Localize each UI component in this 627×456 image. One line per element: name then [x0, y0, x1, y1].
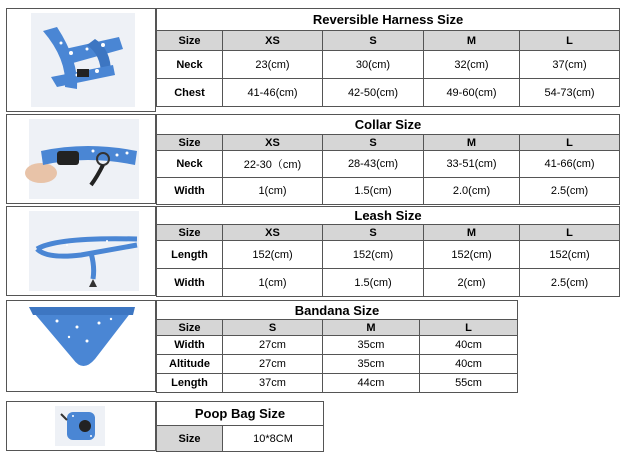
leash-photo — [6, 206, 156, 296]
table-cell: 42-50(cm) — [323, 79, 424, 107]
header-cell: S — [323, 31, 424, 51]
table-cell: 10*8CM — [223, 426, 324, 452]
poop-bag-title: Poop Bag Size — [157, 402, 324, 426]
table-cell: 28-43(cm) — [323, 151, 424, 178]
header-cell: S — [223, 320, 323, 336]
header-cell: Size — [157, 135, 223, 151]
header-cell: M — [424, 135, 520, 151]
table-cell: 27cm — [223, 355, 323, 374]
header-cell: Size — [157, 31, 223, 51]
leash-size-table — [156, 206, 620, 297]
table-cell: 32(cm) — [424, 51, 520, 79]
table-cell: 22-30（cm) — [223, 151, 323, 178]
collar-title: Collar Size — [157, 115, 620, 135]
bandana-size-table — [156, 300, 518, 393]
table-cell: 41-66(cm) — [520, 151, 620, 178]
collar-size-table — [156, 114, 620, 205]
table-cell: 1.5(cm) — [323, 269, 424, 297]
harness-title: Reversible Harness Size — [157, 9, 620, 31]
table-cell: 23(cm) — [223, 51, 323, 79]
header-cell: XS — [223, 135, 323, 151]
collar-photo — [6, 114, 156, 204]
row-label: Length — [157, 241, 223, 269]
header-cell: L — [520, 31, 620, 51]
table-cell: 2.5(cm) — [520, 178, 620, 205]
bandana-photo — [6, 300, 156, 392]
row-label: Neck — [157, 51, 223, 79]
header-cell: XS — [223, 31, 323, 51]
header-cell: L — [520, 135, 620, 151]
table-cell: 30(cm) — [323, 51, 424, 79]
table-cell: 37cm — [223, 374, 323, 393]
header-cell: L — [520, 225, 620, 241]
row-label: Width — [157, 336, 223, 355]
table-cell: 1(cm) — [223, 178, 323, 205]
table-cell: 33-51(cm) — [424, 151, 520, 178]
table-cell: 44cm — [323, 374, 420, 393]
header-cell: M — [424, 31, 520, 51]
header-cell: M — [424, 225, 520, 241]
table-cell: 54-73(cm) — [520, 79, 620, 107]
header-cell: XS — [223, 225, 323, 241]
header-cell: Size — [157, 225, 223, 241]
header-cell: S — [323, 135, 424, 151]
header-cell: Size — [157, 320, 223, 336]
table-cell: 152(cm) — [223, 241, 323, 269]
table-cell: 27cm — [223, 336, 323, 355]
harness-size-table — [156, 8, 620, 107]
table-cell: 40cm — [420, 336, 518, 355]
row-label: Chest — [157, 79, 223, 107]
table-cell: 55cm — [420, 374, 518, 393]
row-label: Neck — [157, 151, 223, 178]
table-cell: 2.5(cm) — [520, 269, 620, 297]
table-cell: 41-46(cm) — [223, 79, 323, 107]
table-cell: 2.0(cm) — [424, 178, 520, 205]
poop-bag-size-table — [156, 401, 324, 452]
poop-bag-photo — [6, 401, 156, 451]
table-cell: 152(cm) — [323, 241, 424, 269]
table-cell: 152(cm) — [520, 241, 620, 269]
bandana-title: Bandana Size — [157, 301, 518, 320]
harness-photo — [6, 8, 156, 112]
row-label: Altitude — [157, 355, 223, 374]
table-cell: 2(cm) — [424, 269, 520, 297]
table-cell: 49-60(cm) — [424, 79, 520, 107]
table-cell: 35cm — [323, 355, 420, 374]
header-cell: L — [420, 320, 518, 336]
row-label: Width — [157, 269, 223, 297]
row-label: Length — [157, 374, 223, 393]
table-cell: 1(cm) — [223, 269, 323, 297]
header-cell: Size — [157, 426, 223, 452]
row-label: Width — [157, 178, 223, 205]
table-cell: 35cm — [323, 336, 420, 355]
table-cell: 1.5(cm) — [323, 178, 424, 205]
table-cell: 37(cm) — [520, 51, 620, 79]
leash-title: Leash Size — [157, 207, 620, 225]
table-cell: 40cm — [420, 355, 518, 374]
header-cell: M — [323, 320, 420, 336]
header-cell: S — [323, 225, 424, 241]
table-cell: 152(cm) — [424, 241, 520, 269]
